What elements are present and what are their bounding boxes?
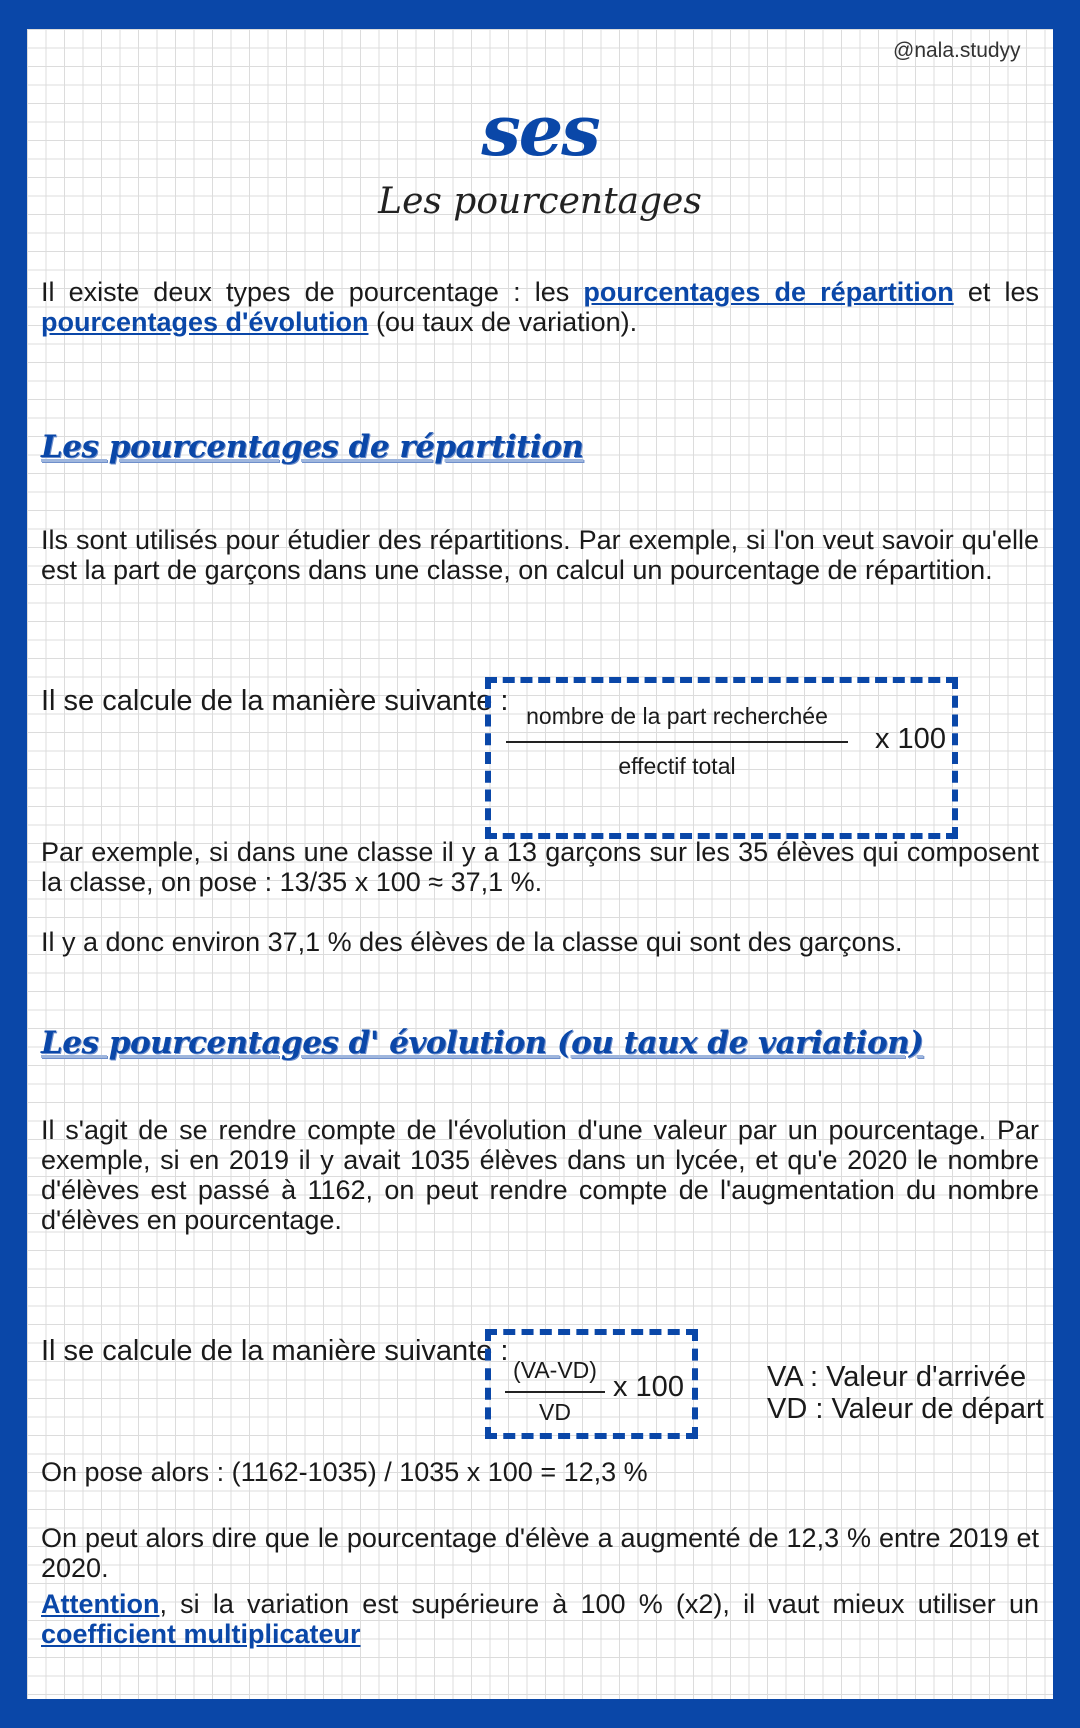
- author-handle: @nala.studyy: [893, 39, 1021, 62]
- repartition-conclusion: Il y a donc environ 37,1 % des élèves de la classe qui sont des garçons.: [41, 927, 903, 957]
- fraction-bar: [506, 741, 848, 743]
- page-title: ses: [481, 89, 599, 172]
- legend-va: VA : Valeur d'arrivée: [767, 1361, 1027, 1393]
- evolution-paragraph: Il s'agit de se rendre compte de l'évolution d'une valeur par un pourcentage. Par exemple, si en 2019 il y avait 1035 élèves dans un lycée, et qu'e 2020 le nombre d'élèves est passé à 1162, on peut rendre compte de l'augmentation du nombre d'élèves en pourcentage.: [41, 1115, 1039, 1235]
- intro-text-middle: et les: [953, 277, 1039, 307]
- attention-link[interactable]: Attention: [41, 1589, 160, 1619]
- repartition-denominator: effectif total: [618, 753, 736, 779]
- repartition-multiplier: x 100: [875, 723, 946, 755]
- evolution-multiplier: x 100: [613, 1371, 684, 1403]
- repartition-example: Par exemple, si dans une classe il y a 13 garçons sur les 35 élèves qui composent la classe, on pose : 13/35 x 100 ≈ 37,1 %.: [41, 837, 1039, 897]
- evolution-numerator: (VA-VD): [513, 1357, 597, 1383]
- repartition-numerator: nombre de la part recherchée: [526, 703, 828, 729]
- repartition-paragraph: Ils sont utilisés pour étudier des répartitions. Par exemple, si l'on veut savoir qu'elle est la part de garçons dans une classe, on calcul un pourcentage de répartition.: [41, 525, 1039, 585]
- section-heading-evolution: Les pourcentages d' évolution (ou taux de variation): [41, 1025, 924, 1061]
- intro-text-end: (ou taux de variation).: [368, 307, 638, 337]
- attention-text: , si la variation est supérieure à 100 % (x2), il vaut mieux utiliser un: [159, 1589, 1039, 1619]
- evolution-denominator: VD: [539, 1399, 571, 1425]
- intro-paragraph: [41, 277, 1039, 337]
- evolution-result: On peut alors dire que le pourcentage d'élève a augmenté de 12,3 % entre 2019 et 2020.: [41, 1523, 1039, 1583]
- attention-paragraph: [41, 1589, 1039, 1649]
- intro-text-start: Il existe deux types de pourcentage : les: [41, 277, 584, 307]
- link-pourcentages-evolution[interactable]: pourcentages d'évolution: [41, 307, 369, 337]
- section-heading-repartition: Les pourcentages de répartition: [41, 429, 584, 465]
- repartition-formula-label: Il se calcule de la manière suivante :: [41, 685, 509, 717]
- link-coefficient-multiplicateur[interactable]: coefficient multiplicateur: [41, 1619, 361, 1649]
- legend-vd: VD : Valeur de départ: [767, 1393, 1044, 1425]
- link-pourcentages-repartition[interactable]: pourcentages de répartition: [583, 277, 954, 307]
- notebook-page: [27, 29, 1053, 1699]
- fraction-bar: [505, 1391, 605, 1393]
- evolution-calc: On pose alors : (1162-1035) / 1035 x 100 = 12,3 %: [41, 1457, 648, 1487]
- evolution-formula-label: Il se calcule de la manière suivante :: [41, 1335, 509, 1367]
- page-subtitle: Les pourcentages: [378, 181, 702, 222]
